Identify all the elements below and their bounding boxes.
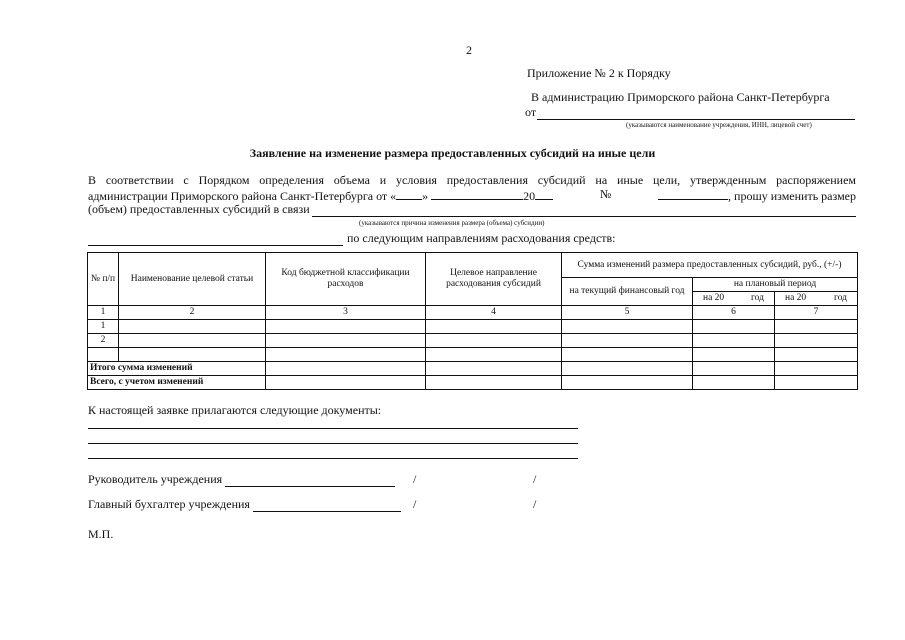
date-day-field[interactable] — [396, 188, 422, 200]
header-direction: Целевое направление расходования субсидий — [426, 253, 562, 306]
cell[interactable] — [775, 320, 858, 334]
body-line-1: В соответствии с Порядком определения объема и условия предоставления субсидий на иные цели, утвержденным распоряжением — [88, 173, 856, 187]
accountant-signature-field[interactable] — [253, 499, 401, 512]
cell[interactable] — [119, 348, 266, 362]
body-line-2 — [88, 188, 856, 204]
header-code: Код бюджетной классификации расходов — [266, 253, 426, 306]
cell[interactable] — [562, 320, 693, 334]
body-line-3-text: (объем) предоставленных субсидий в связи — [88, 202, 310, 216]
attachment-line[interactable] — [88, 458, 578, 459]
col-number: 6 — [693, 306, 775, 320]
table-row — [88, 348, 858, 362]
table-row — [88, 334, 858, 348]
accountant-signature-row — [88, 497, 401, 512]
from-line — [525, 105, 855, 120]
attachment-line[interactable] — [88, 428, 578, 429]
head-signature-field[interactable] — [225, 474, 395, 487]
body-line-2e: , прошу изменить размер — [728, 188, 856, 203]
number-label: № — [599, 186, 612, 201]
cell[interactable] — [693, 376, 775, 390]
head-signature-row — [88, 472, 395, 487]
body-line-2a: администрации Приморского района Санкт-Петербурга от « — [88, 188, 397, 203]
cell[interactable] — [426, 348, 562, 362]
header-name: Наименование целевой статьи — [119, 253, 266, 306]
reason-field-continued[interactable] — [88, 234, 343, 246]
body-line-4 — [88, 231, 616, 246]
from-label: от — [525, 105, 537, 119]
cell[interactable] — [562, 362, 693, 376]
cell[interactable] — [775, 334, 858, 348]
header-plan-year-b: на 20 год — [775, 292, 858, 306]
attachments-label: К настоящей заявке прилагаются следующие документы: — [88, 403, 382, 417]
total-changes-label: Итого сумма изменений — [88, 362, 266, 376]
cell[interactable] — [119, 334, 266, 348]
accountant-slash-1: / — [413, 497, 417, 511]
cell[interactable] — [562, 334, 693, 348]
header-plan-period: на плановый период — [693, 278, 858, 292]
from-hint: (указываются наименование учреждения, ИНН, лицевой счет) — [626, 121, 812, 129]
document-title: Заявление на изменение размера предоставленных субсидий на иные цели — [249, 146, 656, 160]
subsidy-table — [87, 252, 858, 390]
col-number: 1 — [88, 306, 119, 320]
total-with-changes-label: Всего, с учетом изменений — [88, 376, 266, 390]
cell[interactable] — [266, 362, 426, 376]
cell[interactable] — [775, 348, 858, 362]
order-number-field[interactable] — [658, 188, 728, 200]
attachment-line[interactable] — [88, 443, 578, 444]
cell[interactable] — [426, 320, 562, 334]
head-slash-2: / — [533, 472, 537, 486]
cell[interactable] — [562, 348, 693, 362]
body-paragraph — [88, 174, 856, 217]
header-sum: Сумма изменений размера предоставленных субсидий, руб., (+/-) — [562, 253, 858, 278]
col-number: 3 — [266, 306, 426, 320]
header-current-year: на текущий финансовый год — [562, 278, 693, 306]
accountant-label: Главный бухгалтер учреждения — [88, 497, 250, 511]
cell[interactable] — [693, 334, 775, 348]
cell[interactable] — [426, 376, 562, 390]
body-line-2c: 20 — [523, 188, 536, 203]
col-number: 2 — [119, 306, 266, 320]
col-number: 5 — [562, 306, 693, 320]
from-field[interactable] — [537, 107, 855, 120]
head-label: Руководитель учреждения — [88, 472, 223, 486]
column-number-row — [88, 306, 858, 320]
date-year-field[interactable] — [535, 188, 553, 200]
row-number: 2 — [88, 334, 119, 348]
addressee: В администрацию Приморского района Санкт-Петербурга — [531, 90, 830, 104]
header-num: № п/п — [88, 253, 119, 306]
page-number: 2 — [466, 43, 472, 57]
date-month-field[interactable] — [431, 188, 523, 200]
table-row — [88, 320, 858, 334]
cell[interactable] — [266, 334, 426, 348]
body-line-3 — [88, 203, 856, 217]
total-changes-row — [88, 362, 858, 376]
cell[interactable] — [693, 320, 775, 334]
cell[interactable] — [775, 376, 858, 390]
head-slash-1: / — [413, 472, 417, 486]
cell[interactable] — [426, 334, 562, 348]
cell[interactable] — [266, 376, 426, 390]
cell[interactable] — [266, 348, 426, 362]
col-number: 7 — [775, 306, 858, 320]
cell[interactable] — [266, 320, 426, 334]
cell[interactable] — [119, 320, 266, 334]
reason-hint: (указываются причина изменения размера (объема) субсидии) — [359, 219, 545, 227]
cell[interactable] — [562, 376, 693, 390]
row-number — [88, 348, 119, 362]
total-with-changes-row — [88, 376, 858, 390]
cell[interactable] — [775, 362, 858, 376]
appendix-label: Приложение № 2 к Порядку — [527, 66, 671, 80]
accountant-slash-2: / — [533, 497, 537, 511]
stamp-label: М.П. — [88, 527, 114, 541]
cell[interactable] — [693, 362, 775, 376]
cell[interactable] — [693, 348, 775, 362]
body-line-4-text: по следующим направлениям расходования средств: — [347, 231, 616, 245]
col-number: 4 — [426, 306, 562, 320]
cell[interactable] — [426, 362, 562, 376]
reason-field[interactable] — [312, 205, 856, 217]
body-line-2b: » — [422, 188, 429, 203]
row-number: 1 — [88, 320, 119, 334]
header-plan-year-a: на 20 год — [693, 292, 775, 306]
